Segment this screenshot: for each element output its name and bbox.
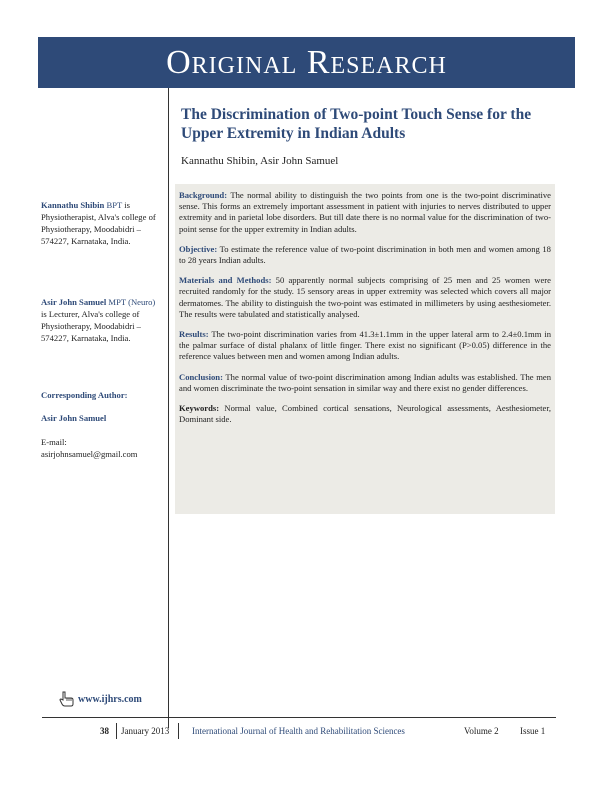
issue-date: January 2013 — [121, 726, 170, 736]
section-banner — [38, 37, 575, 88]
methods-label: Materials and Methods: — [179, 275, 272, 286]
abstract-box — [175, 184, 555, 514]
corresponding-email — [41, 436, 161, 460]
author1-bio — [41, 199, 161, 247]
section-title: Original Research — [166, 44, 447, 81]
column-divider — [168, 88, 169, 728]
methods-text: 50 apparently normal subjects comprising of 25 men and 25 women were recruited randomly for the study. 15 sensory areas in upper extremity was selected which covers all major dermatomes. The ability to distinguish the two-point was estimated in millimeters by using aesthesiometer. The results were tabulated and statistically analysed. — [179, 275, 551, 319]
author1-degree: BPT — [106, 200, 123, 210]
corresponding-name: Asir John Samuel — [41, 413, 107, 423]
author2-bio — [41, 296, 161, 344]
footer-rule — [42, 717, 556, 718]
background-text: The normal ability to distinguish the two points from one is the two-point discriminative sense. This forms an extremely important assessment in patient with injuries to nerves distributed to upper extremity and in parietal lobe disorders. But till date there is no normal value for the discrimination of two-point sense for the upper extremity in Indian adults. — [179, 190, 551, 234]
author1-affil-alvas: Alva's — [97, 212, 120, 222]
abstract-results — [179, 329, 551, 363]
author2-degree: MPT (Neuro) — [108, 297, 156, 307]
page-number: 38 — [100, 726, 109, 736]
website-url[interactable]: www.ijhrs.com — [78, 693, 142, 705]
corresponding-heading: Corresponding Author: — [41, 390, 128, 400]
objective-text: To estimate the reference value of two-point discrimination in both men and women among 18 to 28 years Indian adults. — [179, 243, 551, 266]
author1-affil-line1: Physiotherapist, — [41, 212, 97, 222]
author2-affil-rest: college of Physiotherapy, Moodabidri – 574227, Karnataka, India. — [41, 309, 141, 343]
objective-label: Objective: — [179, 243, 218, 254]
journal-name: International Journal of Health and Rehabilitation Sciences — [192, 726, 405, 736]
issue: Issue 1 — [520, 726, 546, 736]
abstract-objective — [179, 244, 551, 266]
email-address[interactable]: asirjohnsamuel@gmail.com — [41, 449, 138, 459]
abstract-keywords — [179, 403, 551, 425]
keywords-text: Normal value, Combined cortical sensations, Neurological assessments, Aesthesiometer, Dominant side. — [179, 403, 551, 425]
author1-affil-rest: college of Physiotherapy, Moodabidri – 574227, Karnataka, India. — [41, 212, 156, 246]
results-label: Results: — [179, 329, 209, 340]
keywords-label: Keywords: — [179, 403, 220, 414]
article-title: The Discrimination of Two-point Touch Sense for the Upper Extremity in Indian Adults — [181, 106, 532, 142]
author2-affil-alvas: Alva's — [81, 309, 104, 319]
website-link[interactable] — [58, 691, 142, 707]
background-label: Background: — [179, 190, 228, 200]
abstract-methods — [179, 275, 551, 320]
footer-separator — [116, 723, 117, 739]
abstract-background — [179, 190, 551, 235]
article-authors: Kannathu Shibin, Asir John Samuel — [181, 155, 339, 167]
volume: Volume 2 — [464, 726, 499, 736]
email-label: E-mail: — [41, 437, 67, 447]
abstract-conclusion — [179, 372, 551, 394]
footer-separator — [178, 723, 179, 739]
author1-is: is — [124, 200, 130, 210]
conclusion-text: The normal value of two-point discrimination among Indian adults was established. The men and women discriminate the two-point sensation in similar way and there exist no gender differences. — [179, 371, 551, 393]
author2-is: is Lecturer, — [41, 309, 80, 319]
pointing-hand-icon — [58, 691, 74, 707]
results-text: The two-point discrimination varies from 41.3±1.1mm in the upper lateral arm to 2.4±0.1mm in the palmar surface of distal phalanx of little finger. There exist no significant (P>0.05) difference in the reference values between men and women among Indian adults. — [179, 329, 551, 362]
conclusion-label: Conclusion: — [179, 371, 223, 382]
author2-name: Asir John Samuel — [41, 297, 107, 307]
author1-name: Kannathu Shibin — [41, 200, 105, 210]
